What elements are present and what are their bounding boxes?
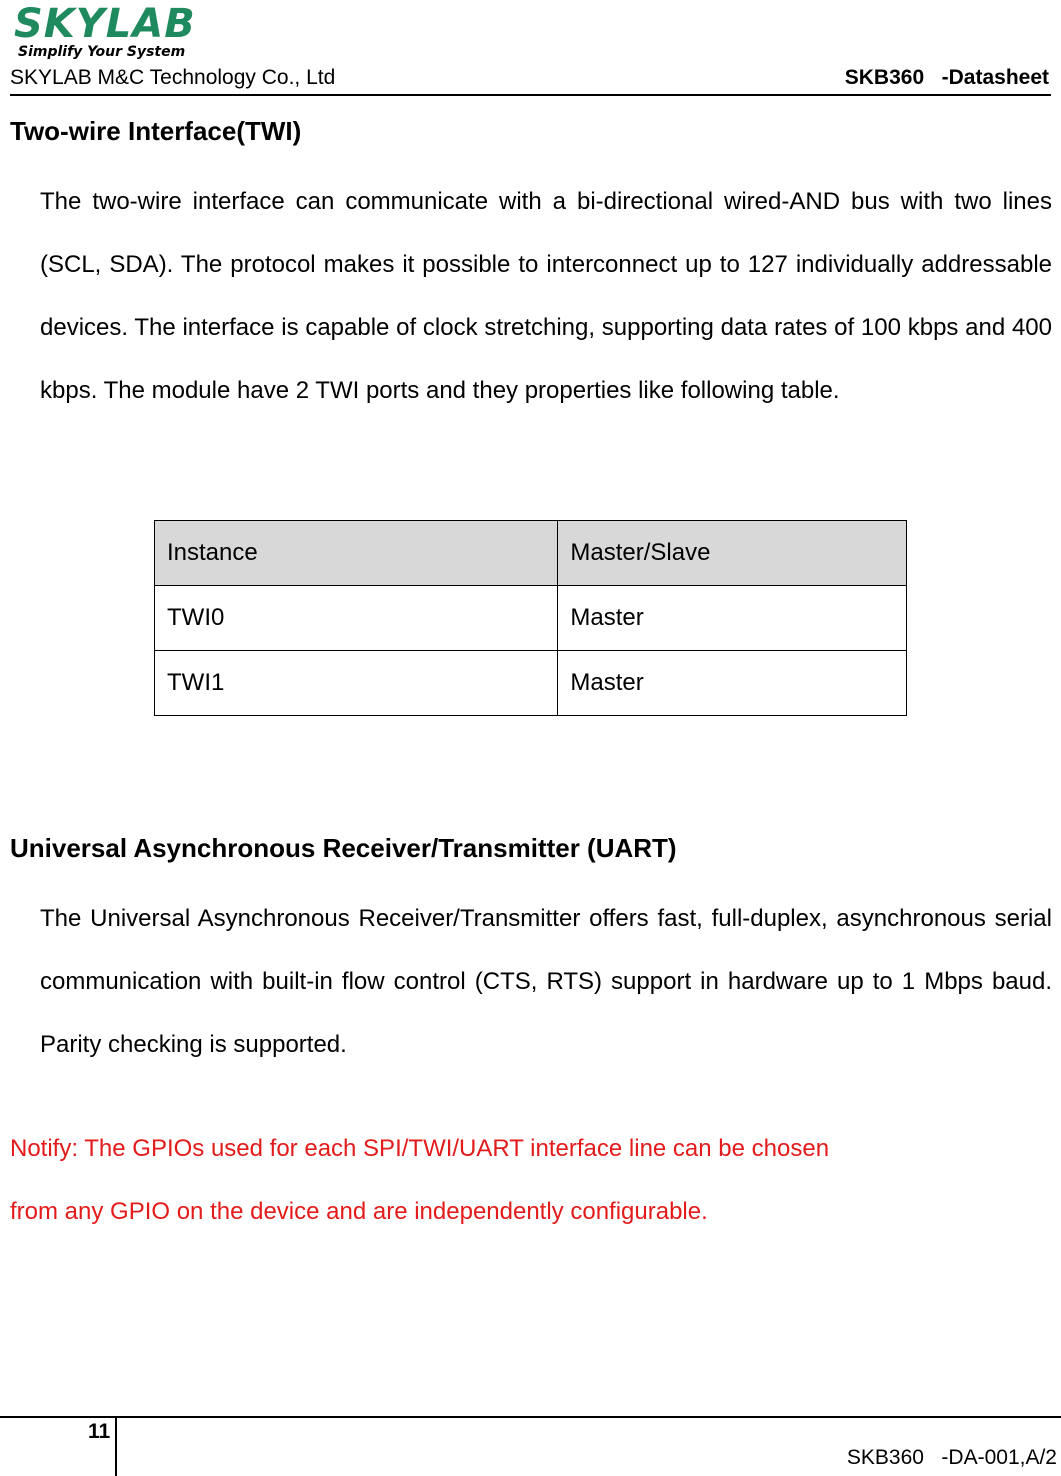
table-cell: Master — [558, 651, 907, 716]
uart-paragraph: The Universal Asynchronous Receiver/Transmitter offers fast, full-duplex, asynchronous serial communication with built-in flow control (CTS, RTS) support in hardware up to 1 Mbps baud. Parity checking is supported. — [40, 905, 1052, 1058]
company-logo — [14, 2, 214, 62]
company-name: SKYLAB M&C Technology Co., Ltd — [10, 66, 336, 89]
table-row — [155, 651, 907, 716]
table-row — [155, 586, 907, 651]
footer-separator — [115, 1416, 117, 1476]
twi-paragraph: The two-wire interface can communicate with a bi-directional wired-AND bus with two lines (SCL, SDA). The protocol makes it possible to interconnect up to 127 individually addressable devices. The interface is capable of clock stretching, supporting data rates of 100 kbps and 400 kbps. The module have 2 TWI ports and they properties like following table. — [40, 188, 1052, 404]
notify-line-1: Notify: The GPIOs used for each SPI/TWI/UART interface line can be chosen — [10, 1135, 830, 1162]
logo-tagline: Simplify Your System — [18, 44, 186, 60]
table-header-master-slave: Master/Slave — [558, 521, 907, 586]
twi-table — [154, 520, 907, 716]
document-title: SKB360 -Datasheet — [844, 66, 1049, 89]
table-header-instance: Instance — [155, 521, 558, 586]
table-cell: Master — [558, 586, 907, 651]
notify-note — [10, 1117, 1050, 1243]
footer-divider — [0, 1416, 1061, 1418]
twi-heading: Two-wire Interface(TWI) — [10, 116, 302, 146]
logo-wordmark: SKYLAB — [14, 1, 196, 47]
table-header-row — [155, 521, 907, 586]
table-cell: TWI0 — [155, 586, 558, 651]
header-divider — [10, 94, 1051, 96]
notify-line-2: from any GPIO on the device and are independently configurable. — [10, 1198, 708, 1225]
uart-heading: Universal Asynchronous Receiver/Transmitter (UART) — [10, 833, 677, 863]
table-cell: TWI1 — [155, 651, 558, 716]
page-number: 11 — [88, 1420, 111, 1443]
document-code: SKB360 -DA-001,A/2 — [846, 1446, 1057, 1469]
